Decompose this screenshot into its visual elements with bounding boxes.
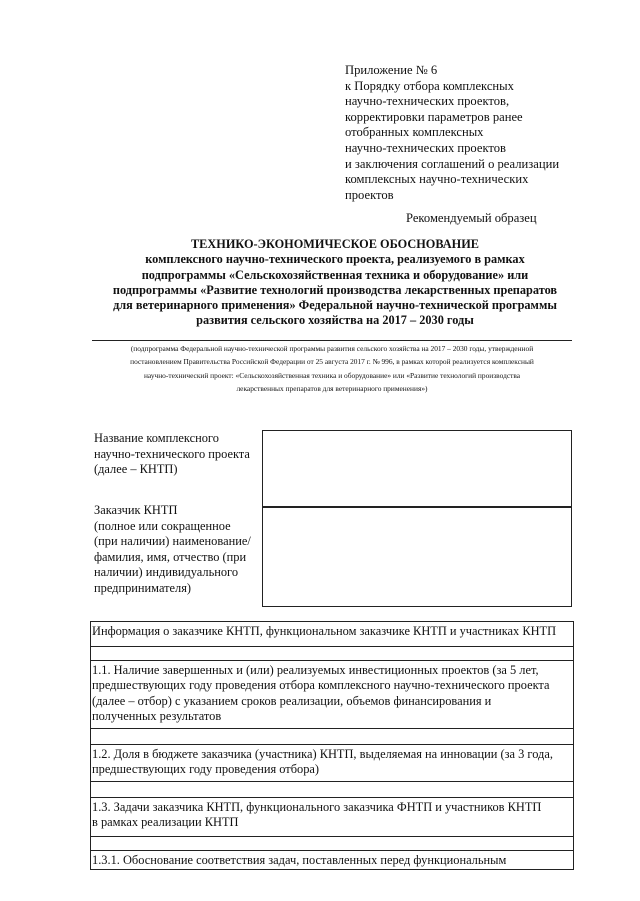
table-row bbox=[91, 661, 573, 729]
table-blank-row[interactable] bbox=[91, 782, 573, 798]
label-line: наличии) индивидуального bbox=[94, 565, 239, 579]
table-header-row bbox=[91, 622, 573, 647]
note-line: постановлением Правительства Российской Федерации от 25 августа 2017 г. № 996, в рамках которой реализуется комплексный bbox=[130, 357, 534, 367]
label-line: Название комплексного bbox=[94, 431, 219, 445]
label-line: научно-технического проекта bbox=[94, 446, 250, 461]
title-line: комплексного научно-технического проекта, реализуемого в рамках bbox=[145, 252, 525, 267]
title-line: подпрограммы «Сельскохозяйственная техника и оборудование» или bbox=[141, 267, 529, 282]
row-text: 1.3. Задачи заказчика КНТП, функционального заказчика ФНТП и участников КНТП bbox=[92, 800, 542, 814]
row-text: 1.1. Наличие завершенных и (или) реализуемых инвестиционных проектов (за 5 лет, bbox=[92, 663, 539, 677]
label-line: предпринимателя) bbox=[94, 580, 192, 595]
title-line: подпрограммы «Развитие технологий производства лекарственных препаратов bbox=[112, 282, 558, 297]
title-line: ТЕХНИКО-ЭКОНОМИЧЕСКОЕ ОБОСНОВАНИЕ bbox=[190, 237, 480, 251]
sample-label: Рекомендуемый образец bbox=[406, 211, 537, 225]
row-text: предшествующих году проведения отбора комплексного научно-технического проекта bbox=[92, 678, 550, 693]
table-blank-row[interactable] bbox=[91, 729, 573, 745]
row-text: предшествующих году проведения отбора) bbox=[92, 762, 320, 777]
appendix-line: научно-технических проектов bbox=[345, 140, 506, 155]
row-text: 1.3.1. Обоснование соответствия задач, поставленных перед функциональным bbox=[92, 853, 507, 867]
table-header: Информация о заказчике КНТП, функциональном заказчике КНТП и участниках КНТП bbox=[92, 624, 557, 638]
label-line: (далее – КНТП) bbox=[94, 462, 178, 476]
project-name-field[interactable] bbox=[262, 430, 572, 507]
note-line: лекарственных препаратов для ветеринарного применения») bbox=[236, 384, 428, 394]
appendix-line: отобранных комплексных bbox=[345, 125, 484, 140]
table-blank-row[interactable] bbox=[91, 647, 573, 661]
label-line: Заказчик КНТП bbox=[94, 503, 178, 517]
appendix-reference bbox=[345, 63, 595, 203]
label-line: (полное или сокращенное bbox=[94, 518, 231, 533]
row-text: (далее – отбор) с указанием сроков реализации, объемов финансирования и bbox=[92, 693, 492, 708]
table-row bbox=[91, 798, 573, 837]
row-text: 1.2. Доля в бюджете заказчика (участника) КНТП, выделяемая на инновации (за 3 года, bbox=[92, 747, 553, 761]
customer-field[interactable] bbox=[262, 507, 572, 607]
appendix-line: Приложение № 6 bbox=[345, 63, 438, 77]
appendix-line: и заключения соглашений о реализации bbox=[345, 156, 560, 171]
title-line: развития сельского хозяйства на 2017 – 2030 годы bbox=[196, 313, 474, 328]
title-line: для ветеринарного применения» Федеральной научно-технической программы bbox=[113, 298, 557, 313]
table-row bbox=[91, 745, 573, 782]
label-line: фамилия, имя, отчество (при bbox=[94, 549, 247, 564]
appendix-line: комплексных научно-технических bbox=[345, 172, 529, 187]
subprogram-note bbox=[92, 340, 572, 396]
note-line: (подпрограмма Федеральной научно-технической программы развития сельского хозяйства на 2017 – 2030 годы, утвержденной bbox=[130, 344, 534, 353]
row-text: полученных результатов bbox=[92, 709, 222, 724]
appendix-line: корректировки параметров ранее bbox=[345, 109, 523, 124]
label-line: (при наличии) наименование/ bbox=[94, 534, 251, 548]
appendix-line: научно-технических проектов, bbox=[345, 94, 510, 109]
table-blank-row[interactable] bbox=[91, 837, 573, 851]
appendix-line: к Порядку отбора комплексных bbox=[345, 78, 514, 93]
customer-label bbox=[94, 503, 264, 596]
project-name-label bbox=[94, 431, 264, 478]
customer-info-table bbox=[90, 621, 574, 870]
note-line: научно-технический проект: «Сельскохозяйственная техника и оборудование» или «Развитие технологий производства bbox=[143, 370, 521, 380]
table-row bbox=[91, 851, 573, 869]
appendix-line: проектов bbox=[345, 187, 394, 202]
row-text: в рамках реализации КНТП bbox=[92, 815, 239, 830]
document-title bbox=[90, 237, 580, 329]
